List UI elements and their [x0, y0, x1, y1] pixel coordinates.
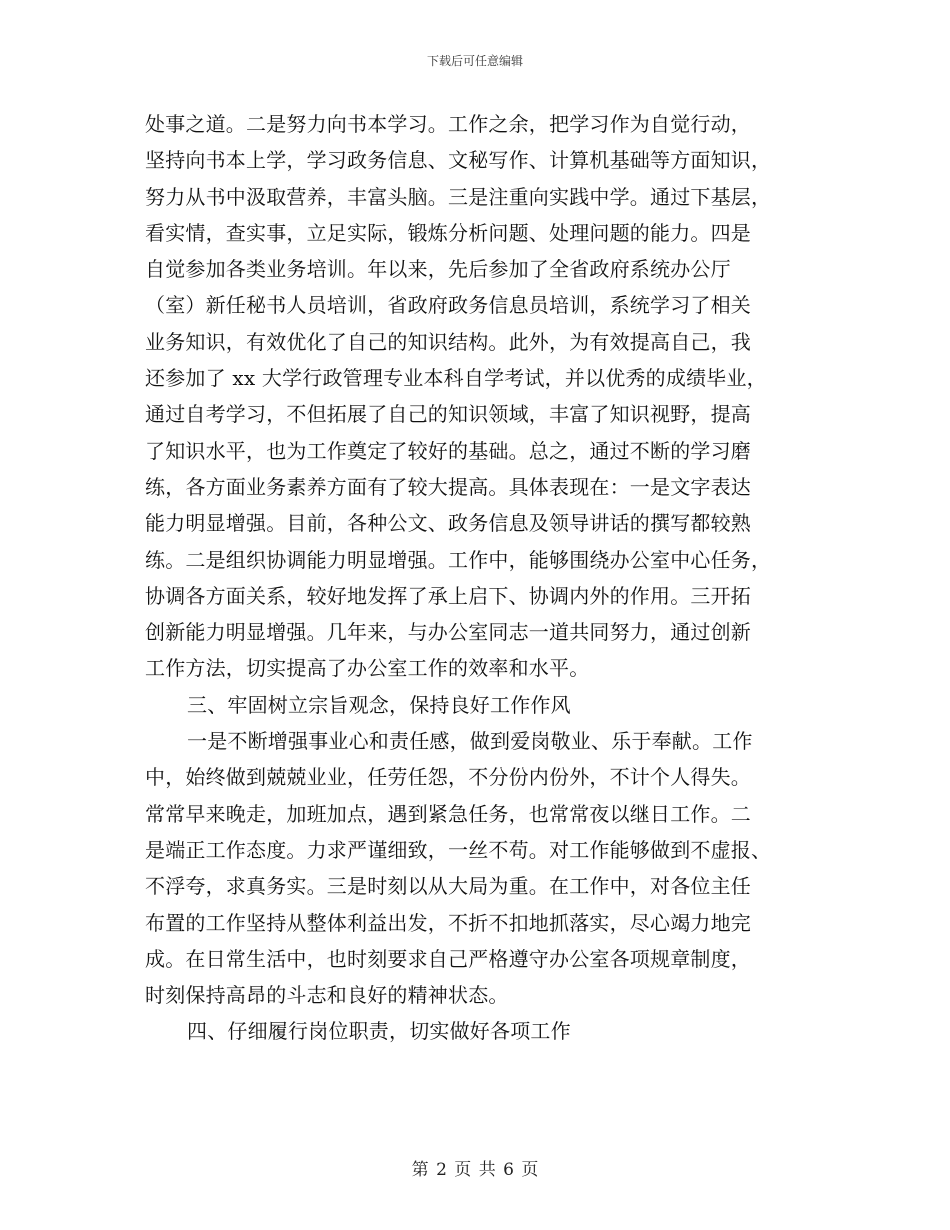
text-line: 练。二是组织协调能力明显增强。工作中，能够围绕办公室中心任务， — [145, 547, 772, 572]
text-line: 看实情，查实事，立足实际，锻炼分析问题、处理问题的能力。四是 — [145, 220, 751, 245]
page-header-note: 下载后可任意编辑 — [426, 54, 523, 68]
text-line: 处事之道。二是努力向书本学习。工作之余，把学习作为自觉行动， — [145, 112, 751, 136]
text-line: 坚持向书本上学，学习政务信息、文秘写作、计算机基础等方面知识， — [145, 148, 772, 173]
section-heading: 三、牢固树立宗旨观念，保持良好工作作风 — [187, 692, 571, 717]
section-heading: 四、仔细履行岗位职责，切实做好各项工作 — [187, 1019, 571, 1044]
text-line: （室）新任秘书人员培训，省政府政务信息员培训，系统学习了相关 — [145, 293, 751, 318]
text-line: 时刻保持高昂的斗志和良好的精神状态。 — [145, 983, 509, 1008]
page-number-footer: 第 2 页 共 6 页 — [411, 1160, 539, 1180]
text-line: 创新能力明显增强。几年来，与办公室同志一道共同努力，通过创新 — [145, 620, 751, 645]
text-line: 能力明显增强。目前，各种公文、政务信息及领导讲话的撰写都较熟 — [145, 511, 751, 536]
text-line: 常常早来晚走，加班加点，遇到紧急任务，也常常夜以继日工作。二 — [145, 801, 751, 826]
text-line: 一是不断增强事业心和责任感，做到爱岗敬业、乐于奉献。工作 — [187, 729, 753, 754]
text-line: 布置的工作坚持从整体利益出发，不折不扣地抓落实，尽心竭力地完 — [145, 910, 751, 935]
text-line: 中，始终做到兢兢业业，任劳任怨，不分份内份外，不计个人得失。 — [145, 765, 751, 790]
text-line: 了知识水平，也为工作奠定了较好的基础。总之，通过不断的学习磨 — [145, 438, 751, 463]
text-line: 协调各方面关系，较好地发挥了承上启下、协调内外的作用。三开拓 — [145, 583, 751, 608]
text-line: 还参加了 xx 大学行政管理专业本科自学考试，并以优秀的成绩毕业， — [145, 366, 767, 391]
text-line: 自觉参加各类业务培训。年以来，先后参加了全省政府系统办公厅 — [145, 257, 731, 282]
text-line: 不浮夸，求真务实。三是时刻以从大局为重。在工作中，对各位主任 — [145, 874, 751, 899]
text-line: 业务知识，有效优化了自己的知识结构。此外，为有效提高自己，我 — [145, 329, 751, 354]
text-line: 工作方法，切实提高了办公室工作的效率和水平。 — [145, 656, 590, 681]
text-line: 成。在日常生活中，也时刻要求自己严格遵守办公室各项规章制度， — [145, 946, 751, 971]
text-line: 通过自考学习，不但拓展了自己的知识领域，丰富了知识视野，提高 — [145, 402, 751, 427]
text-line: 努力从书中汲取营养，丰富头脑。三是注重向实践中学。通过下基层， — [145, 184, 772, 209]
text-line: 练，各方面业务素养方面有了较大提高。具体表现在：一是文字表达 — [145, 474, 751, 499]
document-body — [145, 106, 805, 1050]
text-line: 是端正工作态度。力求严谨细致，一丝不苟。对工作能够做到不虚报、 — [145, 837, 772, 862]
